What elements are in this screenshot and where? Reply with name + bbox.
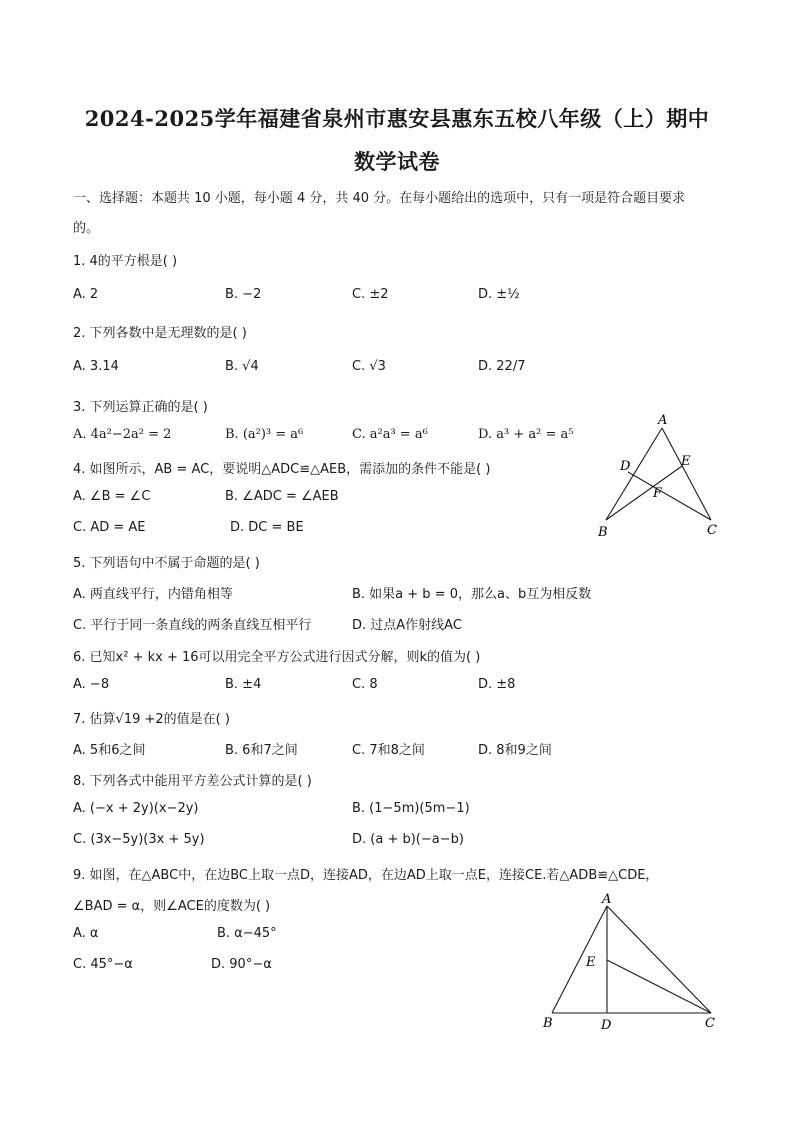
question-2-stem: 2. 下列各数中是无理数的是( ) — [73, 326, 247, 341]
question-1-stem: 1. 4的平方根是( ) — [73, 254, 178, 269]
question-5-option-d[interactable]: D. 过点A作射线AC — [352, 618, 462, 633]
figure-2-label-e: E — [586, 955, 596, 970]
question-5-option-b[interactable]: B. 如果a + b = 0，那么a、b互为相反数 — [352, 587, 592, 602]
question-4-option-c[interactable]: C. AD = AE — [73, 520, 146, 535]
figure-2-side-ab — [552, 906, 607, 1013]
question-3-option-b[interactable]: B. (a²)³ = a⁶ — [225, 427, 304, 442]
question-3-option-a[interactable]: A. 4a²−2a² = 2 — [73, 427, 172, 442]
question-9-option-c[interactable]: C. 45°−α — [73, 957, 133, 972]
figure-2-label-b: B — [543, 1016, 553, 1031]
question-6-option-a[interactable]: A. −8 — [73, 677, 110, 692]
figure-2-side-ac — [607, 906, 711, 1013]
question-8-option-c[interactable]: C. (3x−5y)(3x + 5y) — [73, 832, 205, 847]
figure-1-label-b: B — [598, 525, 608, 540]
question-2-option-a[interactable]: A. 3.14 — [73, 359, 119, 374]
question-1-option-a[interactable]: A. 2 — [73, 287, 99, 302]
question-5-stem: 5. 下列语句中不属于命题的是( ) — [73, 556, 260, 571]
figure-1-label-d: D — [620, 459, 631, 474]
question-3-option-d[interactable]: D. a³ + a² = a⁵ — [478, 427, 574, 442]
question-6-option-c[interactable]: C. 8 — [352, 677, 378, 692]
section-instruction-line1: 一、选择题：本题共 10 小题，每小题 4 分，共 40 分。在每小题给出的选项中，只有一项是符合题目要求 — [73, 191, 686, 206]
question-2-option-d[interactable]: D. 22/7 — [478, 359, 526, 374]
question-3-option-c[interactable]: C. a²a³ = a⁶ — [352, 427, 428, 442]
question-7-option-a[interactable]: A. 5和6之间 — [73, 743, 146, 758]
question-8-stem: 8. 下列各式中能用平方差公式计算的是( ) — [73, 774, 312, 789]
question-2-option-c[interactable]: C. √3 — [352, 359, 386, 374]
question-8-option-d[interactable]: D. (a + b)(−a−b) — [352, 832, 464, 847]
section-instruction-line2: 的。 — [73, 221, 100, 236]
question-7-option-b[interactable]: B. 6和7之间 — [225, 743, 298, 758]
question-1-option-b[interactable]: B. −2 — [225, 287, 262, 302]
question-4-option-a[interactable]: A. ∠B = ∠C — [73, 489, 151, 504]
figure-2-segment-ec — [607, 960, 711, 1013]
question-4-option-b[interactable]: B. ∠ADC = ∠AEB — [225, 489, 339, 504]
question-9-option-b[interactable]: B. α−45° — [217, 926, 277, 941]
figure-1-label-a: A — [658, 413, 668, 428]
question-6-stem: 6. 已知x² + kx + 16可以用完全平方公式进行因式分解，则k的值为( ) — [73, 650, 481, 665]
figure-2-label-d: D — [601, 1018, 612, 1033]
figure-1-label-c: C — [707, 523, 717, 538]
question-7-stem: 7. 估算√19 +2的值是在( ) — [73, 712, 230, 727]
question-3-stem: 3. 下列运算正确的是( ) — [73, 400, 208, 415]
question-9-stem-line1: 9. 如图，在△ABC中，在边BC上取一点D，连接AD，在边AD上取一点E，连接CE.若△ADB≌△CDE， — [73, 868, 659, 883]
question-6-option-d[interactable]: D. ±8 — [478, 677, 516, 692]
question-4-stem: 4. 如图所示，AB = AC，要说明△ADC≌△AEB，需添加的条件不能是( ) — [73, 462, 491, 477]
page-subtitle: 数学试卷 — [354, 149, 440, 174]
question-8-option-b[interactable]: B. (1−5m)(5m−1) — [352, 801, 470, 816]
question-5-option-c[interactable]: C. 平行于同一条直线的两条直线互相平行 — [73, 618, 312, 633]
question-7-option-c[interactable]: C. 7和8之间 — [352, 743, 425, 758]
question-7-option-d[interactable]: D. 8和9之间 — [478, 743, 552, 758]
question-1-option-d[interactable]: D. ±½ — [478, 287, 520, 302]
question-4-option-d[interactable]: D. DC = BE — [230, 520, 304, 535]
question-9-option-d[interactable]: D. 90°−α — [211, 957, 272, 972]
question-1-option-c[interactable]: C. ±2 — [352, 287, 389, 302]
question-8-option-a[interactable]: A. (−x + 2y)(x−2y) — [73, 801, 199, 816]
figure-2-label-c: C — [705, 1016, 715, 1031]
page-title: 2024-2025学年福建省泉州市惠安县惠东五校八年级（上）期中 — [84, 106, 710, 131]
question-9-stem-line2: ∠BAD = α，则∠ACE的度数为( ) — [73, 899, 271, 914]
figure-1-label-e: E — [681, 454, 691, 469]
question-9-option-a[interactable]: A. α — [73, 926, 99, 941]
figure-2-label-a: A — [602, 892, 612, 907]
figure-1-label-f: F — [653, 486, 663, 501]
question-2-option-b[interactable]: B. √4 — [225, 359, 259, 374]
question-5-option-a[interactable]: A. 两直线平行，内错角相等 — [73, 587, 233, 602]
question-6-option-b[interactable]: B. ±4 — [225, 677, 262, 692]
